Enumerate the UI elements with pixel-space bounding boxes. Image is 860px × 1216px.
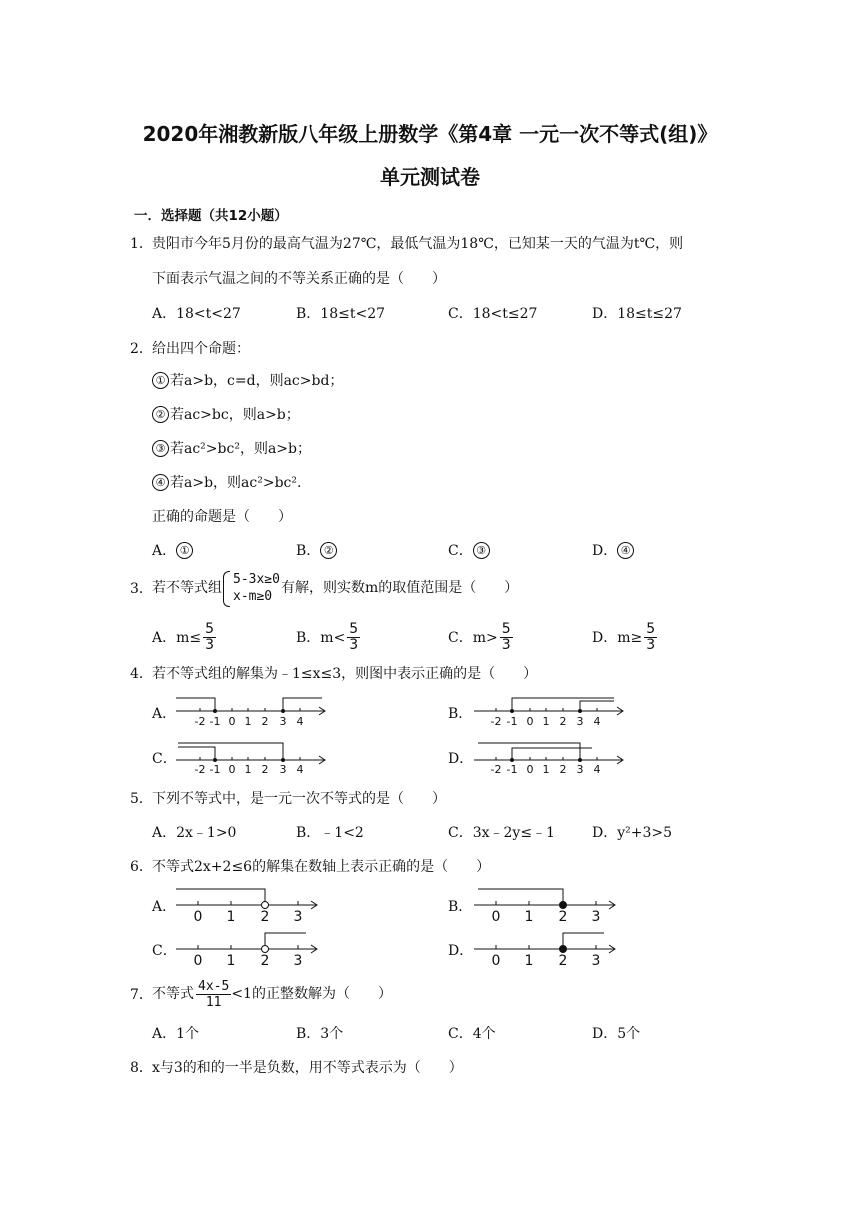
q4-option-a-number-line [172, 692, 332, 732]
q2-proposition-4: ④ 若a>b，则ac²>bc². [152, 473, 301, 493]
tick-label: 1 [244, 715, 252, 728]
q3-option-b[interactable]: B．m< $\frac{5}{3}$ [296, 621, 359, 653]
q5-option-a[interactable]: A．2x﹣1>0 [152, 825, 237, 841]
tick-label: 3 [293, 909, 303, 924]
q2-proposition-1: ① 若a>b，c=d，则ac>bd； [152, 371, 343, 391]
document-title-line2: 单元测试卷 [380, 165, 480, 189]
q3-number: 3． [130, 581, 153, 597]
tick-label: 0 [491, 909, 501, 924]
q7-option-a[interactable]: A．1个 [152, 1026, 200, 1042]
tick-label: 2 [261, 715, 269, 728]
q5-number: 5． [130, 791, 153, 807]
q3-stem: 若不等式组 5-3x≥0 x-m≥0 有解，则实数m的取值范围是（ ） [152, 568, 518, 608]
tick-label: 3 [279, 715, 287, 728]
document-title-line1: 2020年湘教新版八年级上册数学《第4章 一元一次不等式(组)》 [142, 122, 718, 146]
tick-label: 1 [244, 763, 252, 776]
q2-ask: 正确的命题是（ ） [152, 509, 292, 525]
tick-label: 4 [593, 763, 601, 776]
tick-label: 3 [576, 763, 584, 776]
q2-number: 2． [130, 341, 153, 357]
tick-label: 3 [591, 909, 601, 924]
q7-stem: 不等式 $\frac{4x-5}{11}$ <1的正整数解为（ ） [152, 978, 392, 1010]
q5-stem: 下列不等式中，是一元一次不等式的是（ ） [152, 791, 446, 807]
q4-number: 4． [130, 666, 153, 682]
q1-stem-line1: 贵阳市今年5月份的最高气温为27℃，最低气温为18℃，已知某一天的气温为t℃，则 [152, 236, 684, 252]
tick-label: 0 [193, 953, 203, 968]
q8-stem: x与3的和的一半是负数，用不等式表示为（ ） [152, 1060, 463, 1076]
q5-option-c[interactable]: C．3x﹣2y≤﹣1 [448, 825, 555, 841]
q1-option-c[interactable]: C．18<t≤27 [448, 306, 538, 322]
tick-label: -2 [194, 763, 206, 776]
tick-label: -1 [209, 763, 221, 776]
tick-label: 0 [526, 763, 534, 776]
section-heading: 一．选择题（共12小题） [134, 208, 288, 224]
q2-option-d[interactable]: D． ④ [592, 541, 635, 561]
q2-proposition-3: ③ 若ac²>bc²，则a>b； [152, 439, 311, 459]
q3-option-d[interactable]: D．m≥ $\frac{5}{3}$ [592, 621, 656, 653]
tick-label: -2 [194, 715, 206, 728]
q3-inequality-system: 5-3x≥0 x-m≥0 [223, 571, 280, 605]
tick-label: -1 [506, 763, 518, 776]
tick-label: 4 [593, 715, 601, 728]
q1-option-d[interactable]: D．18≤t≤27 [592, 306, 682, 322]
q3-option-c[interactable]: C．m> $\frac{5}{3}$ [448, 621, 511, 653]
q3-option-a[interactable]: A．m≤ $\frac{5}{3}$ [152, 621, 215, 653]
q2-stem: 给出四个命题： [152, 341, 250, 357]
q6-stem: 不等式2x+2≤6的解集在数轴上表示正确的是（ ） [152, 859, 491, 875]
q6-option-a-number-line [172, 884, 322, 924]
q1-option-a[interactable]: A．18<t<27 [152, 306, 241, 322]
q4-option-c-label[interactable]: C． [152, 751, 177, 767]
q4-option-d-label[interactable]: D． [448, 751, 474, 767]
tick-label: 3 [591, 953, 601, 968]
q5-option-d[interactable]: D．y²+3>5 [592, 825, 673, 841]
q6-number: 6． [130, 859, 153, 875]
tick-label: 1 [226, 909, 236, 924]
q2-option-b[interactable]: B． ② [296, 541, 338, 561]
q7-option-b[interactable]: B．3个 [296, 1026, 344, 1042]
q5-option-b[interactable]: B．﹣1<2 [296, 825, 364, 841]
q4-option-c-number-line [172, 737, 332, 777]
tick-label: 3 [279, 763, 287, 776]
q7-number: 7． [130, 987, 153, 1003]
tick-label: 2 [261, 763, 269, 776]
q4-option-b-number-line [470, 692, 630, 732]
q6-option-a-label[interactable]: A． [152, 899, 177, 915]
tick-label: 1 [542, 763, 550, 776]
tick-label: 2 [558, 953, 568, 968]
q4-option-d-number-line [470, 737, 630, 777]
q4-stem: 若不等式组的解集为﹣1≤x≤3，则图中表示正确的是（ ） [152, 666, 538, 682]
q2-option-c[interactable]: C． ③ [448, 541, 491, 561]
q2-proposition-2: ② 若ac>bc，则a>b； [152, 405, 300, 425]
q7-option-c[interactable]: C．4个 [448, 1026, 496, 1042]
q1-stem-line2: 下面表示气温之间的不等关系正确的是（ ） [152, 271, 446, 287]
tick-label: 2 [260, 953, 270, 968]
tick-label: 0 [228, 715, 236, 728]
tick-label: 4 [296, 763, 304, 776]
q6-option-d-number-line [470, 928, 620, 968]
tick-label: 0 [193, 909, 203, 924]
q4-option-b-label[interactable]: B． [448, 706, 473, 722]
q1-option-b[interactable]: B．18≤t<27 [296, 306, 386, 322]
q7-option-d[interactable]: D．5个 [592, 1026, 641, 1042]
q4-option-a-label[interactable]: A． [152, 706, 177, 722]
tick-label: 2 [559, 715, 567, 728]
q6-option-c-number-line [172, 928, 322, 968]
tick-label: 3 [576, 715, 584, 728]
q6-option-c-label[interactable]: C． [152, 943, 177, 959]
q6-option-b-label[interactable]: B． [448, 899, 473, 915]
tick-label: 0 [491, 953, 501, 968]
tick-label: 2 [260, 909, 270, 924]
tick-label: 0 [526, 715, 534, 728]
tick-label: -2 [490, 715, 502, 728]
q1-number: 1． [130, 236, 153, 252]
q7-fraction: $\frac{4x-5}{11}$ [198, 978, 230, 1010]
tick-label: -2 [490, 763, 502, 776]
tick-label: 4 [296, 715, 304, 728]
tick-label: 2 [558, 909, 568, 924]
q2-option-a[interactable]: A． ① [152, 541, 194, 561]
tick-label: 1 [226, 953, 236, 968]
tick-label: -1 [209, 715, 221, 728]
tick-label: 0 [228, 763, 236, 776]
tick-label: 1 [524, 909, 534, 924]
tick-label: 1 [542, 715, 550, 728]
q8-number: 8． [130, 1060, 153, 1076]
tick-label: -1 [506, 715, 518, 728]
q6-option-d-label[interactable]: D． [448, 943, 474, 959]
q6-option-b-number-line [470, 884, 620, 924]
tick-label: 3 [293, 953, 303, 968]
tick-label: 2 [559, 763, 567, 776]
tick-label: 1 [524, 953, 534, 968]
